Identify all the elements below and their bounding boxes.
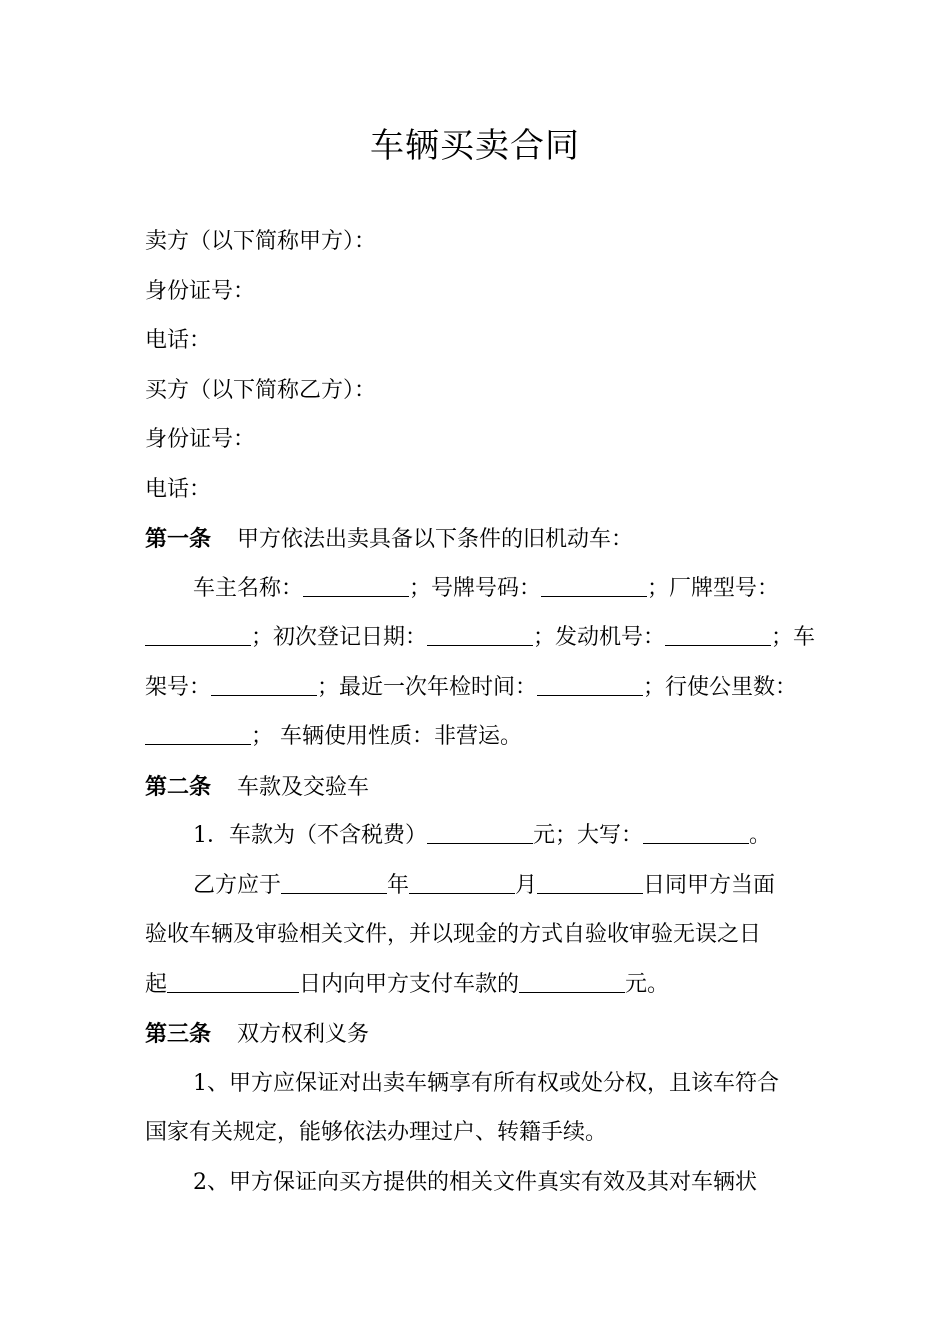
article2-item1	[145, 816, 805, 866]
seller-line: 卖方（以下简称甲方）：	[145, 229, 377, 254]
article1-heading: 第一条	[145, 526, 212, 552]
price-label: 1．车款为（不含税费）	[193, 823, 427, 848]
seller-id-line: 身份证号：	[145, 278, 256, 304]
price-blank[interactable]	[427, 819, 533, 844]
date-label: 乙方应于	[193, 872, 282, 898]
article2-p2-line2: 验收车辆及审验相关文件，并以现金的方式自验收审验无误之日	[145, 922, 762, 947]
frame-no-label-a: ；车	[771, 625, 816, 650]
article3-heading: 第三条	[145, 1021, 212, 1047]
article2-p2-line1	[145, 866, 805, 916]
article2-heading: 第二条	[145, 773, 212, 800]
day-blank[interactable]	[537, 869, 643, 894]
engine-no-blank[interactable]	[665, 621, 771, 646]
first-reg-label: ；初次登记日期：	[251, 625, 428, 650]
article2-heading-line	[145, 767, 805, 817]
plate-no-blank[interactable]	[541, 572, 647, 597]
article2-title: 车款及交验车	[237, 774, 370, 800]
owner-name-label: 车主名称：	[193, 575, 304, 601]
plate-no-label: ；号牌号码：	[409, 575, 542, 601]
contract-title: 车辆买卖合同	[370, 126, 580, 166]
article1-title: 甲方依法出卖具备以下条件的旧机动车：	[237, 527, 634, 552]
article1-heading-line	[145, 519, 805, 569]
price-words-blank[interactable]	[643, 819, 749, 844]
frame-no-label-b: 架号：	[145, 674, 212, 700]
mileage-blank[interactable]	[145, 720, 251, 745]
article1-line4	[145, 717, 805, 767]
frame-no-blank[interactable]	[211, 671, 317, 696]
last-inspect-blank[interactable]	[537, 671, 643, 696]
article2-p2-line3	[145, 965, 805, 1015]
month-blank[interactable]	[409, 869, 515, 894]
first-reg-blank[interactable]	[427, 621, 533, 646]
owner-name-blank[interactable]	[303, 572, 409, 597]
article3-title: 双方权利义务	[237, 1022, 370, 1047]
seller-phone-line: 电话：	[145, 328, 212, 353]
engine-no-label: ；发动机号：	[533, 625, 666, 650]
article3-item2-line1: 2、甲方保证向买方提供的相关文件真实有效及其对车辆状	[193, 1169, 757, 1195]
days-blank[interactable]	[167, 968, 299, 993]
article3-item1-line1: 1、甲方应保证对出卖车辆享有所有权或处分权，且该车符合	[193, 1070, 779, 1096]
contract-body	[145, 222, 816, 1212]
article3-heading-line	[145, 1014, 805, 1064]
buyer-line: 买方（以下简称乙方）：	[145, 377, 377, 403]
article1-line2	[145, 618, 816, 668]
model-blank[interactable]	[145, 621, 251, 646]
article3-item1-line2: 国家有关规定，能够依法办理过户、转籍手续。	[145, 1120, 608, 1145]
price-words-label: 元；大写：	[533, 823, 644, 848]
pay-end: 元。	[625, 971, 670, 997]
year-blank[interactable]	[281, 869, 387, 894]
buyer-phone-line: 电话：	[145, 476, 212, 502]
model-label: ；厂牌型号：	[647, 575, 780, 601]
last-inspect-label: ；最近一次年检时间：	[317, 674, 538, 700]
article1-line1	[145, 569, 805, 619]
buyer-id-line: 身份证号：	[145, 427, 256, 452]
pay-label: 日内向甲方支付车款的	[299, 971, 520, 997]
pay-amount-blank[interactable]	[519, 968, 625, 993]
price-end: 。	[749, 823, 772, 848]
month-label: 月	[515, 872, 538, 898]
within-label: 起	[145, 971, 168, 997]
article1-line3	[145, 668, 805, 718]
usage-text: ； 车辆使用性质：非营运。	[251, 724, 522, 749]
mileage-label: ；行使公里数：	[643, 674, 798, 700]
day-text: 日同甲方当面	[643, 872, 776, 898]
year-label: 年	[387, 872, 410, 898]
